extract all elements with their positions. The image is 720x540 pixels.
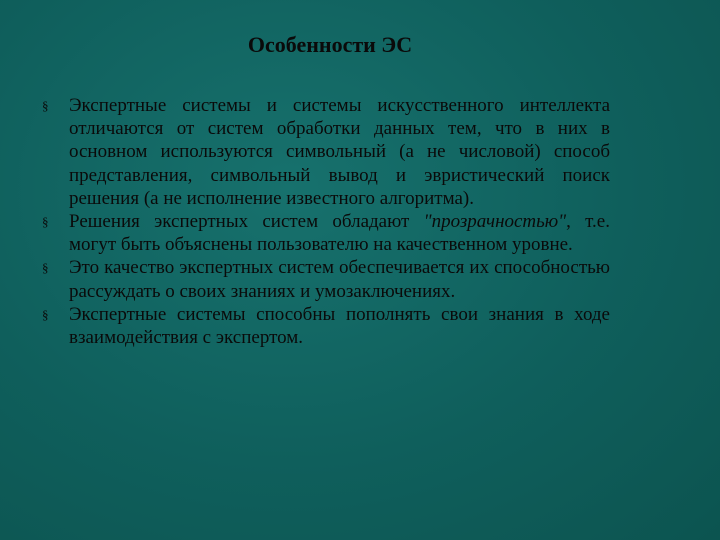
bullet-text bbox=[69, 211, 610, 255]
bullet-marker-icon: § bbox=[42, 306, 49, 322]
bullet-text: Это качество экспертных систем обеспечивается их способностью рассуждать о своих знаниях и умозаключениях. bbox=[69, 257, 610, 302]
bullet-item bbox=[42, 210, 610, 256]
bullet-text-start: Решения экспертных систем обладают bbox=[69, 211, 424, 233]
bullet-marker-icon: § bbox=[42, 260, 49, 276]
bullet-text: Экспертные системы и системы искусственного интеллекта отличаются от систем обработки данных тем, что в них в основном используются символьный (а не числовой) способ представления, символьный вывод и эвристический поиск решения (а не исполнение известного алгоритма). bbox=[69, 95, 610, 209]
bullet-marker-icon: § bbox=[42, 98, 49, 113]
bullet-marker-icon: § bbox=[42, 214, 49, 230]
slide-title: Особенности ЭС bbox=[247, 32, 413, 57]
bullet-text-end: , т.е. могут быть объяснены пользователю на качественном уровне. bbox=[69, 211, 610, 256]
bullet-text: Экспертные системы способны пополнять свои знания в ходе взаимодействия с экспертом. bbox=[69, 303, 610, 349]
bullet-item bbox=[42, 94, 610, 210]
bullet-item bbox=[42, 256, 610, 302]
bullet-item bbox=[42, 303, 610, 349]
bullet-list bbox=[42, 94, 610, 349]
bullet-text-italic: "прозрачностью" bbox=[423, 211, 567, 233]
